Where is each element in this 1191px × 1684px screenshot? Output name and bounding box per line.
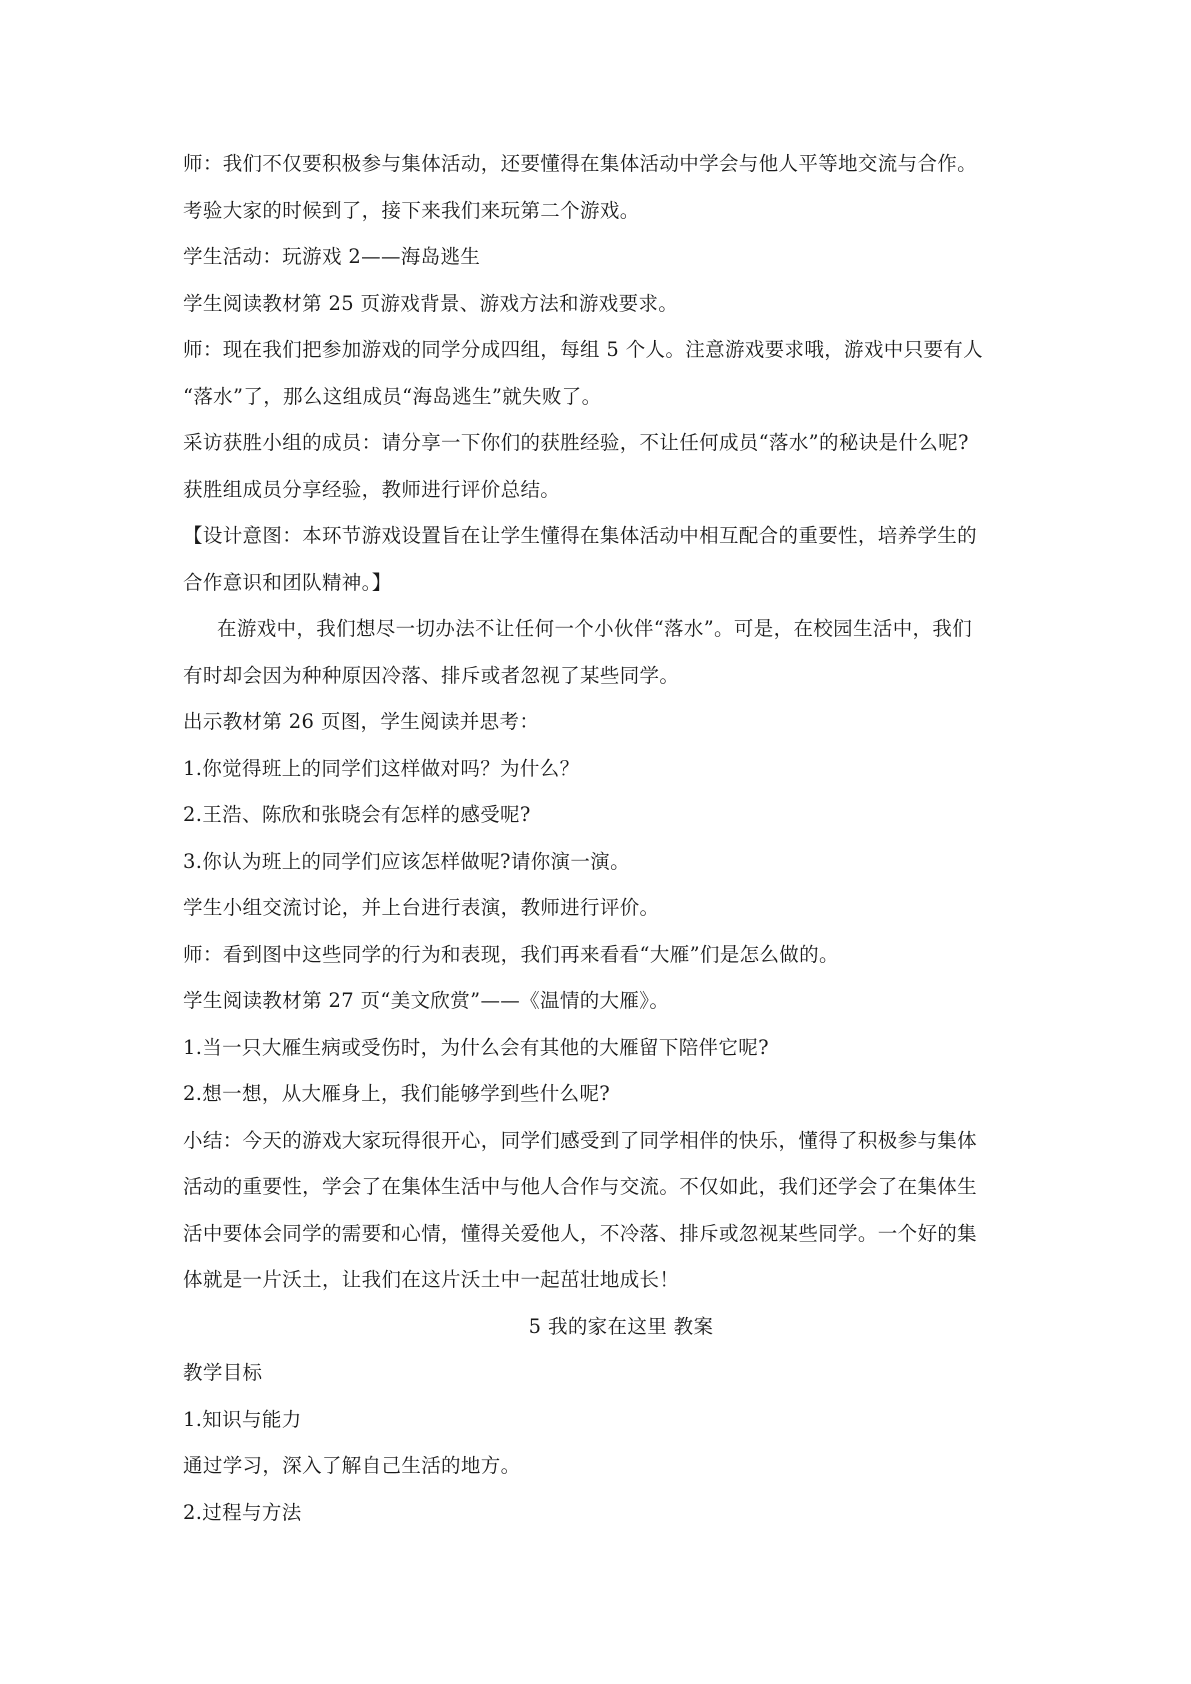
paragraph-line: 学生阅读教材第 27 页“美文欣赏”——《温情的大雁》。 [183,989,670,1012]
summary-line: 体就是一片沃土，让我们在这片沃土中一起茁壮地成长！ [183,1268,680,1291]
paragraph-line: 考验大家的时候到了，接下来我们来玩第二个游戏。 [183,198,640,222]
paragraph-line: 出示教材第 26 页图，学生阅读并思考： [183,710,540,733]
summary-line: 活中要体会同学的需要和心情，懂得关爱他人，不冷落、排斥或忽视某些同学。一个好的集 [183,1221,978,1245]
subheading-line: 2.过程与方法 [183,1500,302,1524]
subheading-line: 1.知识与能力 [183,1407,302,1431]
document-page [183,150,1019,1545]
question-line: 1.当一只大雁生病或受伤时，为什么会有其他的大雁留下陪伴它呢? [183,1035,769,1059]
summary-line: 小结：今天的游戏大家玩得很开心，同学们感受到了同学相伴的快乐，懂得了积极参与集体 [183,1128,978,1152]
design-intent-line: 【设计意图：本环节游戏设置旨在让学生懂得在集体活动中相互配合的重要性，培养学生的 [183,524,978,547]
summary-line: 活动的重要性，学会了在集体生活中与他人合作与交流。不仅如此，我们还学会了在集体生 [183,1175,978,1198]
question-line: 2.王浩、陈欣和张晓会有怎样的感受呢? [183,803,531,826]
paragraph-line: 师：现在我们把参加游戏的同学分成四组，每组 5 个人。注意游戏要求哦，游戏中只要有人 [183,338,984,361]
section-heading: 教学目标 [183,1361,263,1384]
question-line: 3.你认为班上的同学们应该怎样做呢?请你演一演。 [183,849,630,873]
paragraph-line: 学生小组交流讨论，并上台进行表演，教师进行评价。 [183,896,660,919]
paragraph-line: 师：我们不仅要积极参与集体活动，还要懂得在集体活动中学会与他人平等地交流与合作。 [183,152,978,175]
paragraph-line: 获胜组成员分享经验，教师进行评价总结。 [183,477,561,501]
paragraph-line: 在游戏中，我们想尽一切办法不让任何一个小伙伴“落水”。可是，在校园生活中，我们 [217,617,973,640]
section-title: 5 我的家在这里 教案 [528,1314,714,1338]
question-line: 1.你觉得班上的同学们这样做对吗？为什么？ [183,756,580,780]
paragraph-line: 学生阅读教材第 25 页游戏背景、游戏方法和游戏要求。 [183,291,679,315]
question-line: 2.想一想，从大雁身上，我们能够学到些什么呢? [183,1082,611,1105]
paragraph-line: “落水”了，那么这组成员“海岛逃生”就失败了。 [183,384,602,408]
paragraph-line: 有时却会因为种种原因冷落、排斥或者忽视了某些同学。 [183,663,680,687]
paragraph-line: 学生活动：玩游戏 2——海岛逃生 [183,245,481,268]
paragraph-line: 师：看到图中这些同学的行为和表现，我们再来看看“大雁”们是怎么做的。 [183,942,839,966]
paragraph-line: 通过学习，深入了解自己生活的地方。 [183,1454,521,1477]
paragraph-line: 采访获胜小组的成员：请分享一下你们的获胜经验，不让任何成员“落水”的秘诀是什么呢? [183,431,969,454]
design-intent-line: 合作意识和团队精神。】 [183,570,392,594]
